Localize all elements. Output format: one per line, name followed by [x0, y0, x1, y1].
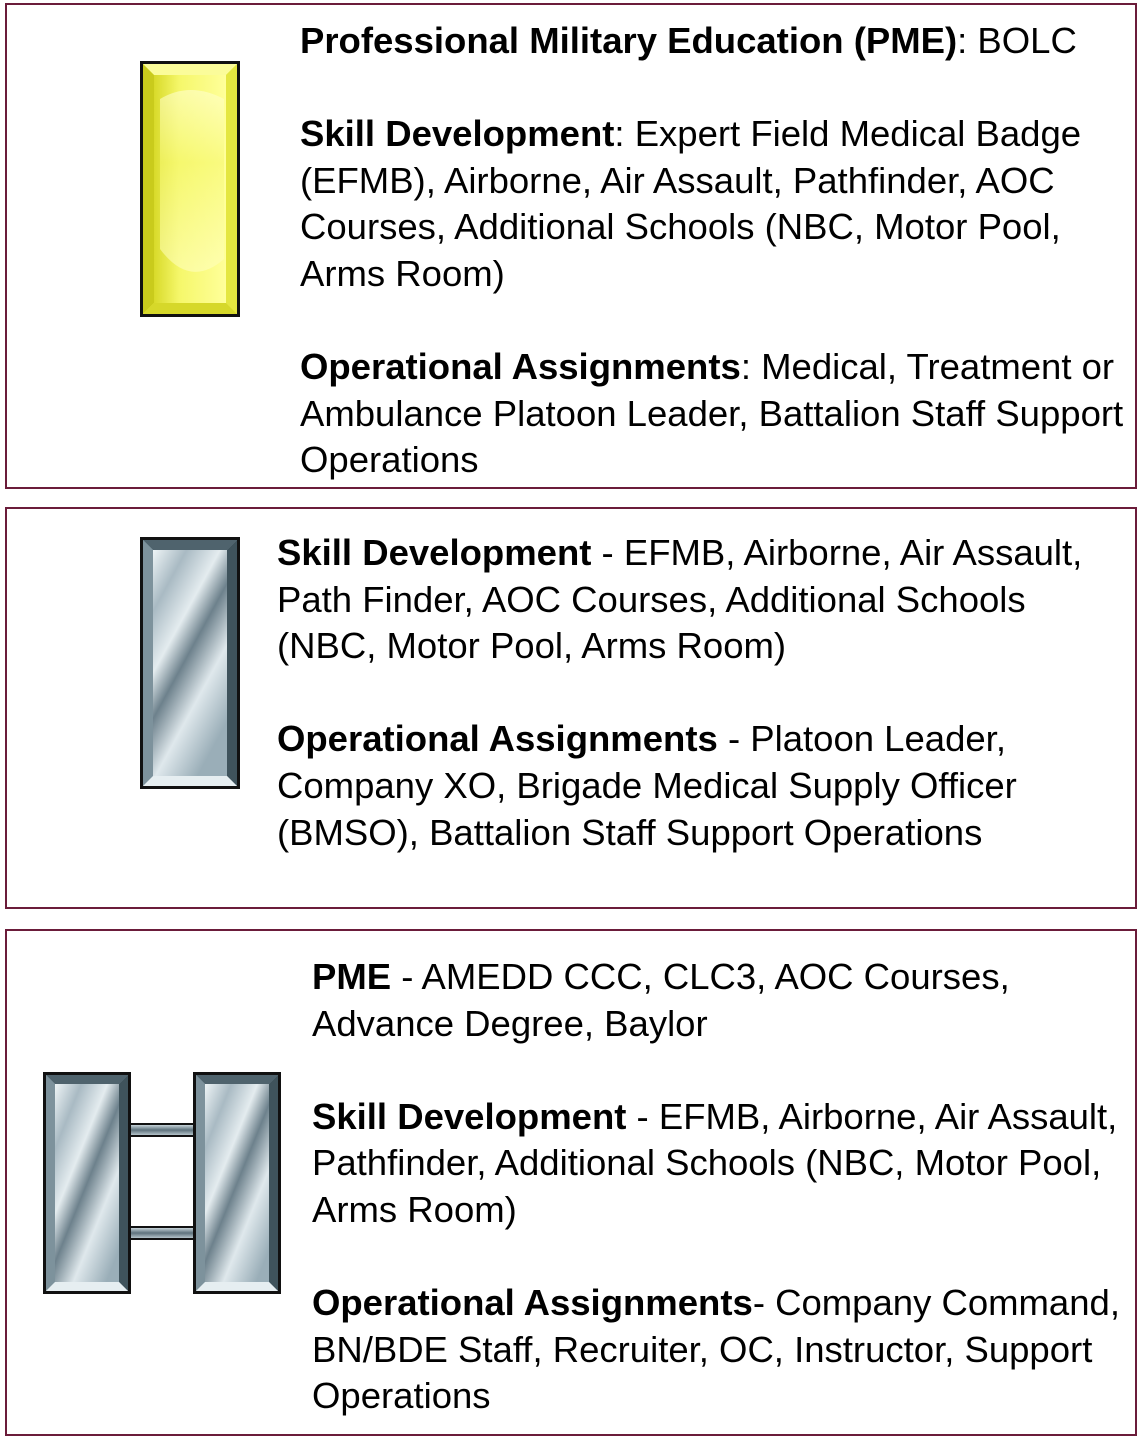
entry-text: BOLC	[977, 20, 1077, 61]
entry-label: Operational Assignments	[277, 718, 718, 760]
entry-separator: -	[391, 956, 422, 997]
entry-text: EFMB, Airborne, Air Assault, Pathfinder, Additional Schools (NBC, Motor Pool, Arms Room)	[312, 1095, 1118, 1230]
entry-separator: :	[957, 20, 978, 61]
entry-label: Skill Development	[312, 1095, 627, 1137]
silver-bar-icon	[138, 535, 242, 791]
entry-separator: -	[591, 532, 624, 573]
entry-separator: :	[614, 113, 635, 155]
entry-text: EFMB, Airborne, Air Assault, Path Finder, AOC Courses, Additional Schools (NBC, Motor Pool, Arms Room)	[277, 532, 1083, 667]
entry-separator: -	[626, 1095, 659, 1137]
panel-1-text	[300, 18, 1140, 484]
entry-label: Operational Assignments	[300, 346, 741, 388]
double-silver-bar-icon	[41, 1070, 283, 1296]
entry-pme	[300, 18, 1140, 65]
entry-label: Operational Assignments	[312, 1282, 753, 1324]
entry-skill-development	[300, 111, 1140, 297]
entry-text: AMEDD CCC, CLC3, AOC Courses, Advance Degree, Baylor	[312, 956, 1010, 1044]
entry-text: Platoon Leader, Company XO, Brigade Medical Supply Officer (BMSO), Battalion Staff Support Operations	[277, 718, 1017, 853]
entry-separator: -	[752, 1282, 776, 1324]
entry-separator: -	[717, 718, 751, 760]
entry-operational-assignments	[300, 344, 1140, 484]
entry-operational-assignments	[277, 716, 1127, 856]
entry-label: Professional Military Education (PME)	[300, 20, 958, 61]
panel-second-lieutenant	[5, 3, 1137, 489]
entry-text: Company Command, BN/BDE Staff, Recruiter, OC, Instructor, Support Operations	[312, 1282, 1120, 1417]
panel-2-text	[277, 530, 1127, 856]
entry-label: Skill Development	[277, 532, 592, 573]
entry-label: Skill Development	[300, 113, 615, 155]
entry-label: PME	[312, 956, 392, 997]
entry-operational-assignments	[312, 1280, 1122, 1420]
entry-skill-development	[277, 530, 1127, 670]
panel-3-text	[312, 954, 1122, 1420]
panel-first-lieutenant	[5, 507, 1137, 909]
gold-bar-icon	[138, 59, 242, 319]
entry-text: Medical, Treatment or Ambulance Platoon Leader, Battalion Staff Support Operations	[300, 346, 1124, 481]
entry-text: Expert Field Medical Badge (EFMB), Airborne, Air Assault, Pathfinder, AOC Courses, Additional Schools (NBC, Motor Pool, Arms Room)	[300, 113, 1082, 294]
panel-captain	[5, 929, 1137, 1436]
entry-skill-development	[312, 1094, 1122, 1234]
entry-separator: :	[740, 346, 762, 388]
entry-pme	[312, 954, 1122, 1047]
